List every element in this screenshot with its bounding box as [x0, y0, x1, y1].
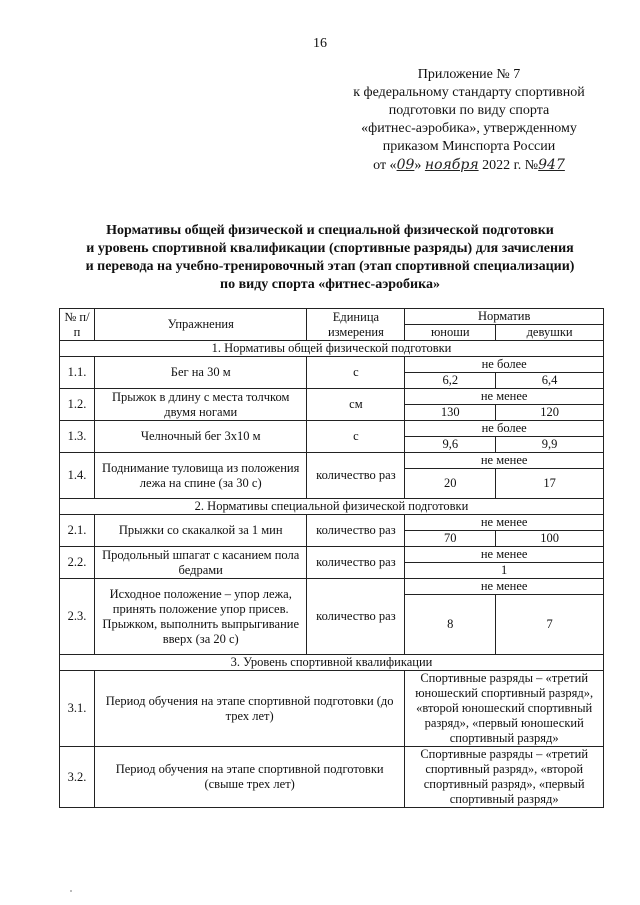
row-unit: с [307, 357, 405, 389]
date-mid: » [414, 158, 422, 173]
norms-table [59, 308, 604, 808]
row-boys: 6,2 [405, 373, 496, 389]
row-condition: не менее [405, 389, 604, 405]
row-both: 1 [405, 563, 604, 579]
order-number: 947 [538, 157, 565, 173]
date-prefix: от « [373, 158, 397, 173]
row-condition: не менее [405, 453, 604, 469]
date-month: ноября [424, 157, 479, 173]
title-line: по виду спорта «фитнес-аэробика» [220, 277, 440, 292]
date-year: 2022 г. № [482, 158, 539, 173]
row-boys: 130 [405, 405, 496, 421]
row-condition: не менее [405, 579, 604, 595]
row-exercise: Продольный шпагат с касанием пола бедрами [94, 547, 307, 579]
row-num: 1.3. [60, 421, 95, 453]
row-exercise: Период обучения на этапе спортивной подготовки (свыше трех лет) [94, 747, 404, 808]
row-qualification: Спортивные разряды – «третий спортивный разряд», «второй спортивный разряд», «первый спортивный разряд» [405, 747, 604, 808]
row-exercise: Поднимание туловища из положения лежа на спине (за 30 с) [94, 453, 307, 499]
row-exercise: Прыжок в длину с места толчком двумя ногами [94, 389, 307, 421]
row-girls: 120 [496, 405, 604, 421]
row-condition: не более [405, 357, 604, 373]
title-line: и перевода на учебно-тренировочный этап (этап спортивной специализации) [85, 259, 575, 274]
row-condition: не менее [405, 515, 604, 531]
row-girls: 7 [496, 595, 604, 655]
row-girls: 6,4 [496, 373, 604, 389]
date-day: 09 [396, 157, 415, 173]
appendix-line: Приложение № 7 [417, 67, 521, 82]
row-num: 3.2. [60, 747, 95, 808]
row-exercise: Прыжки со скакалкой за 1 мин [94, 515, 307, 547]
row-unit: количество раз [307, 453, 405, 499]
title-line: и уровень спортивной квалификации (спортивные разряды) для зачисления [86, 241, 574, 256]
header-girls: девушки [496, 325, 604, 341]
appendix-date-line [330, 156, 608, 175]
appendix-line: «фитнес-аэробика», утвержденному [361, 121, 577, 136]
row-boys: 8 [405, 595, 496, 655]
row-unit: количество раз [307, 547, 405, 579]
row-num: 3.1. [60, 671, 95, 747]
row-girls: 100 [496, 531, 604, 547]
row-num: 1.1. [60, 357, 95, 389]
row-boys: 70 [405, 531, 496, 547]
row-boys: 9,6 [405, 437, 496, 453]
header-norm: Норматив [405, 309, 604, 325]
appendix-line: к федеральному стандарту спортивной [353, 85, 585, 100]
section-title: 3. Уровень спортивной квалификации [60, 655, 604, 671]
row-condition: не более [405, 421, 604, 437]
header-boys: юноши [405, 325, 496, 341]
row-num: 2.3. [60, 579, 95, 655]
row-unit: количество раз [307, 515, 405, 547]
row-num: 1.2. [60, 389, 95, 421]
header-unit: Единица измерения [307, 309, 405, 341]
title-line: Нормативы общей физической и специальной физической подготовки [106, 223, 554, 238]
appendix-header [330, 66, 608, 175]
document-title [60, 222, 600, 294]
row-unit: с [307, 421, 405, 453]
appendix-line: подготовки по виду спорта [388, 103, 550, 118]
row-boys: 20 [405, 469, 496, 499]
row-unit: количество раз [307, 579, 405, 655]
row-unit: см [307, 389, 405, 421]
scan-speck [70, 890, 72, 892]
row-exercise: Период обучения на этапе спортивной подготовки (до трех лет) [94, 671, 404, 747]
appendix-line: приказом Минспорта России [382, 139, 556, 154]
page-number: 16 [313, 36, 327, 51]
section-title: 2. Нормативы специальной физической подготовки [60, 499, 604, 515]
header-num: № п/п [60, 309, 95, 341]
header-exercise: Упражнения [94, 309, 307, 341]
row-condition: не менее [405, 547, 604, 563]
row-girls: 17 [496, 469, 604, 499]
row-num: 2.2. [60, 547, 95, 579]
row-num: 2.1. [60, 515, 95, 547]
row-exercise: Челночный бег 3х10 м [94, 421, 307, 453]
row-exercise: Исходное положение – упор лежа, принять положение упор присев. Прыжком, выполнить выпрыгивание вверх (за 20 с) [94, 579, 307, 655]
section-title: 1. Нормативы общей физической подготовки [60, 341, 604, 357]
row-exercise: Бег на 30 м [94, 357, 307, 389]
row-qualification: Спортивные разряды – «третий юношеский спортивный разряд», «второй юношеский спортивный разряд», «первый юношеский спортивный разряд» [405, 671, 604, 747]
row-girls: 9,9 [496, 437, 604, 453]
row-num: 1.4. [60, 453, 95, 499]
